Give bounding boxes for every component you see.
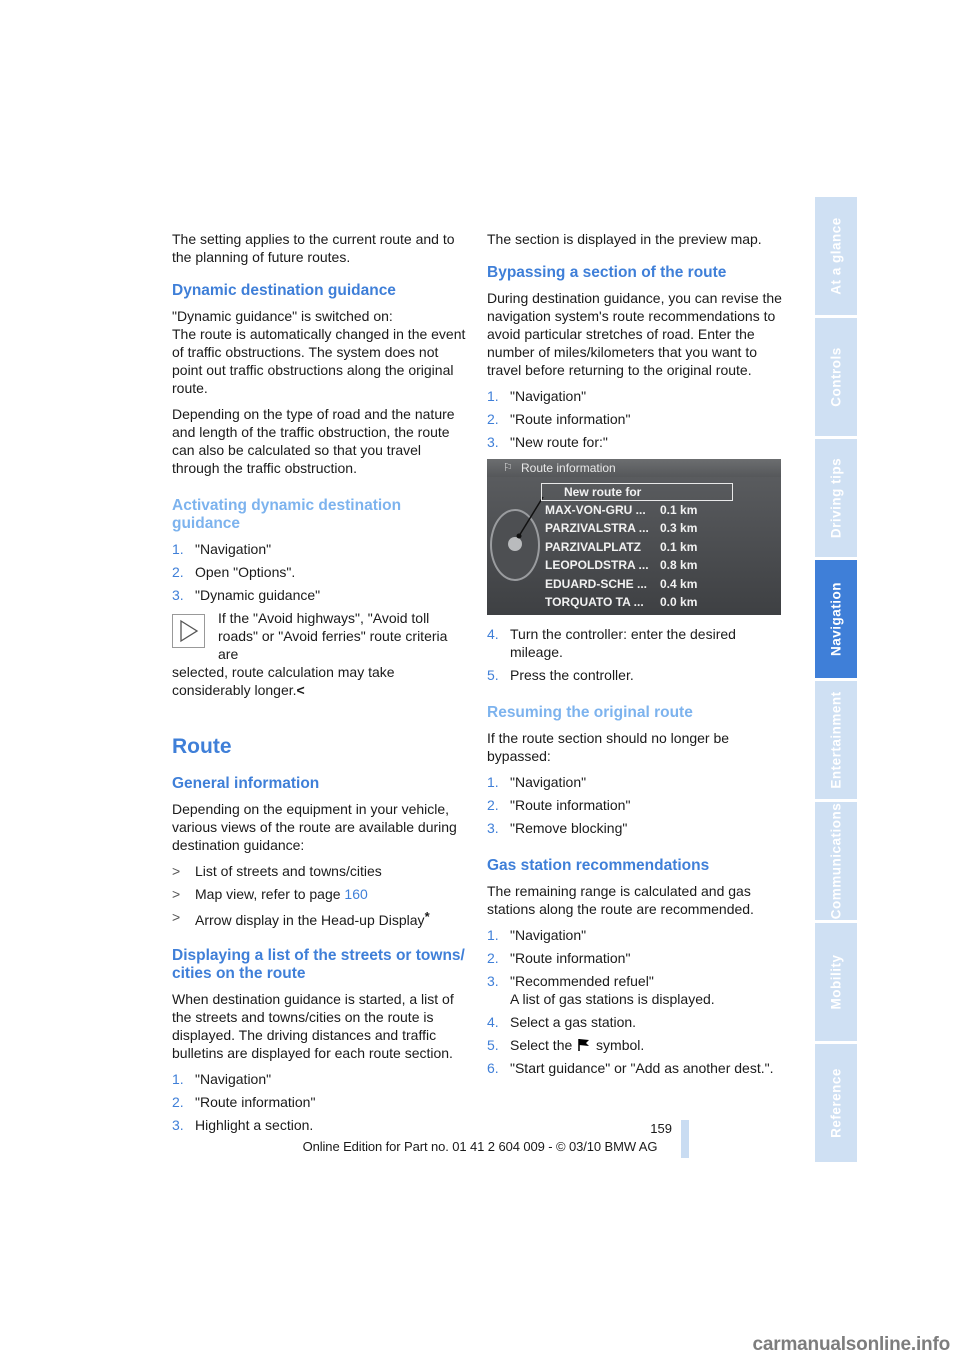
list-item: > List of streets and towns/cities bbox=[172, 863, 382, 879]
route-section-row[interactable]: MAX-VON-GRU ... 0.1 km bbox=[545, 503, 698, 517]
step-item: 2. "Route information" bbox=[172, 1094, 316, 1110]
section-shown-text: The section is displayed in the preview map. bbox=[487, 231, 762, 247]
footer-text: Online Edition for Part no. 01 41 2 604 009 - © 03/10 BMW AG bbox=[302, 1139, 658, 1154]
note-rest-wrap bbox=[172, 663, 468, 699]
step-item: 1. "Navigation" bbox=[487, 927, 587, 943]
note-block bbox=[172, 609, 468, 699]
flag-symbol-icon bbox=[576, 1038, 592, 1052]
pointer-line bbox=[516, 495, 546, 539]
step-item: 6. "Start guidance" or "Add as another dest.". bbox=[487, 1060, 774, 1076]
route-section-list bbox=[545, 483, 735, 611]
option-star: * bbox=[424, 909, 430, 924]
activating-steps bbox=[172, 540, 468, 604]
bypass-paragraph: During destination guidance, you can revise the navigation system's route recommendations to avoid particular stretches of road. Enter the number of miles/kilometers that you want to travel before returning to the original route. bbox=[487, 290, 782, 378]
dynamic-switched-on: "Dynamic guidance" is switched on: bbox=[172, 308, 393, 324]
tab-controls[interactable]: Controls bbox=[815, 318, 857, 436]
list-paragraph: When destination guidance is started, a list of the streets and towns/cities on the route is displayed. The driving distances and traffic bulletins are displayed for each route section. bbox=[172, 991, 454, 1061]
step-item: 3. "New route for:" bbox=[487, 434, 608, 450]
route-views-list bbox=[172, 862, 468, 929]
chapter-tabs bbox=[815, 197, 857, 1165]
heading-gas-station: Gas station recommendations bbox=[487, 857, 710, 874]
step-item: 2. "Route information" bbox=[487, 411, 631, 427]
controller-knob-icon bbox=[508, 537, 522, 551]
gas-paragraph: The remaining range is calculated and gas stations along the route are recommended. bbox=[487, 883, 754, 917]
step-item: 1. "Navigation" bbox=[172, 541, 272, 557]
bypass-steps bbox=[487, 387, 783, 451]
gas-steps bbox=[487, 926, 783, 1077]
intro-text: The setting applies to the current route and to the planning of future routes. bbox=[172, 231, 455, 265]
new-route-for-item[interactable]: New route for bbox=[541, 483, 733, 501]
step-item: 3. "Dynamic guidance" bbox=[172, 587, 321, 603]
step-item: 5. Press the controller. bbox=[487, 667, 634, 683]
step-item: 1. "Navigation" bbox=[172, 1071, 272, 1087]
heading-general-info: General information bbox=[172, 775, 320, 792]
tab-entertainment[interactable]: Entertainment bbox=[815, 681, 857, 799]
step-item: 1. "Navigation" bbox=[487, 388, 587, 404]
page-number: 159 bbox=[650, 1121, 672, 1136]
heading-activating: Activating dynamic destination guidance bbox=[172, 497, 402, 532]
step-item: 3. Highlight a section. bbox=[172, 1117, 314, 1133]
heading-bypassing: Bypassing a section of the route bbox=[487, 264, 727, 281]
heading-list-streets: Displaying a list of the streets or towns/ cities on the route bbox=[172, 947, 465, 982]
list-item: > Map view, refer to page 160 bbox=[172, 886, 368, 902]
step-item: 2. Open "Options". bbox=[172, 564, 296, 580]
tab-navigation[interactable]: Navigation bbox=[815, 560, 857, 678]
note-end-mark: < bbox=[296, 682, 305, 698]
note-rest-text: selected, route calculation may take considerably longer. bbox=[172, 664, 395, 698]
left-column bbox=[172, 230, 468, 1139]
resume-paragraph: If the route section should no longer be bypassed: bbox=[487, 730, 730, 764]
dynamic-paragraph-2: Depending on the type of road and the nature and length of the traffic obstruction, the route can also be calculated so that you travel through the traffic obstruction. bbox=[172, 406, 455, 476]
step-item: 2. "Route information" bbox=[487, 950, 631, 966]
tab-at-a-glance[interactable]: At a glance bbox=[815, 197, 857, 315]
route-information-screen bbox=[487, 459, 781, 615]
route-section-row[interactable]: PARZIVALPLATZ 0.1 km bbox=[545, 539, 698, 554]
note-triangle-icon bbox=[172, 614, 205, 648]
route-info-icon: ⚐ bbox=[503, 462, 513, 474]
heading-route: Route bbox=[172, 735, 232, 758]
route-section-row[interactable]: PARZIVALSTRA ... 0.3 km bbox=[545, 521, 698, 536]
dynamic-paragraph-1 bbox=[172, 307, 468, 397]
heading-resuming: Resuming the original route bbox=[487, 704, 693, 721]
step-item: 1. "Navigation" bbox=[487, 774, 587, 790]
general-paragraph: Depending on the equipment in your vehicle, various views of the route are available during destination guidance: bbox=[172, 801, 457, 853]
step-item: 2. "Route information" bbox=[487, 797, 631, 813]
tab-mobility[interactable]: Mobility bbox=[815, 923, 857, 1041]
tab-reference[interactable]: Reference bbox=[815, 1044, 857, 1162]
page-link-160[interactable]: 160 bbox=[344, 886, 368, 902]
list-steps bbox=[172, 1070, 468, 1134]
dynamic-description: The route is automatically changed in the event of traffic obstructions. The system does not point out traffic obstructions along the original route. bbox=[172, 326, 466, 396]
step-item: 3. "Recommended refuel" A list of gas stations is displayed. bbox=[487, 973, 715, 1007]
step-item: 5. Select the symbol. bbox=[487, 1037, 645, 1053]
bypass-steps-continued bbox=[487, 625, 783, 684]
watermark: carmanualsonline.info bbox=[752, 1334, 950, 1355]
step-item: 4. Turn the controller: enter the desired mileage. bbox=[487, 626, 736, 660]
route-section-row[interactable]: LEOPOLDSTRA ... 0.8 km bbox=[545, 558, 698, 573]
step-item: 4. Select a gas station. bbox=[487, 1014, 637, 1030]
right-column bbox=[487, 230, 783, 1082]
heading-dynamic-guidance: Dynamic destination guidance bbox=[172, 282, 396, 299]
list-item: > Arrow display in the Head-up Display* bbox=[172, 909, 430, 928]
note-lead-text: If the "Avoid highways", "Avoid toll roads" or "Avoid ferries" route criteria are bbox=[218, 610, 448, 662]
step-item: 3. "Remove blocking" bbox=[487, 820, 628, 836]
tab-driving-tips[interactable]: Driving tips bbox=[815, 439, 857, 557]
route-section-row[interactable]: EDUARD-SCHE ... 0.4 km bbox=[545, 576, 698, 591]
screen-title: Route information bbox=[521, 461, 616, 475]
tab-communications[interactable]: Communications bbox=[815, 802, 857, 920]
resume-steps bbox=[487, 773, 783, 837]
route-section-row[interactable]: TORQUATO TA ... 0.0 km bbox=[545, 594, 698, 609]
screen-header bbox=[487, 459, 781, 477]
